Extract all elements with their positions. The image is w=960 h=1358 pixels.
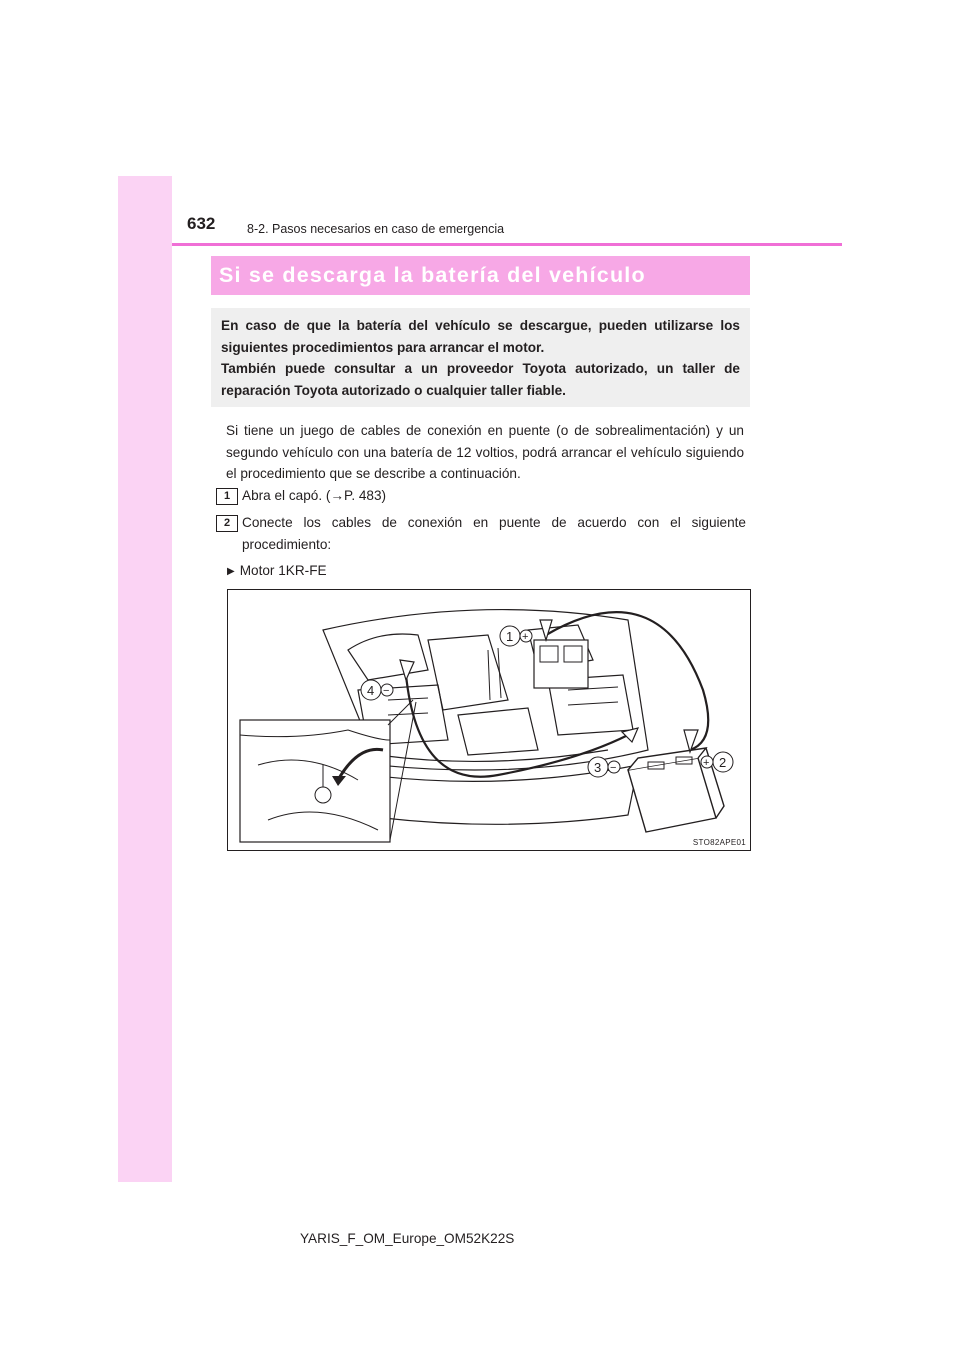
intro-paragraph: En caso de que la batería del vehículo se descargue, pueden utilizarse los siguientes procedimientos para arrancar el motor. [221, 318, 740, 355]
plus-sign: + [522, 631, 529, 643]
minus-sign: − [383, 685, 390, 697]
jump-start-illustration [227, 589, 751, 851]
callout-4: 4 [367, 683, 375, 698]
callout-3: 3 [594, 760, 602, 775]
step-text: Conecte los cables de conexión en puente de acuerdo con el siguiente procedimiento: [242, 515, 746, 552]
step-text: Abra el capó. (→P. 483) [242, 488, 387, 503]
footer-doc-id: YARIS_F_OM_Europe_OM52K22S [300, 1231, 515, 1246]
step-number-badge: 1 [216, 488, 238, 505]
bullet-text: Motor 1KR-FE [239, 563, 327, 578]
triangle-bullet-icon: ▶ [227, 566, 235, 577]
intro-paragraph: También puede consultar a un proveedor Toyota autorizado, un taller de reparación Toyota autorizado o cualquier taller fiable. [221, 361, 740, 398]
step-number-badge: 2 [216, 515, 238, 532]
figure-code: STO82APE01 [692, 838, 746, 847]
header-rule [172, 243, 842, 246]
side-tab-strip [118, 176, 172, 1182]
page-number: 632 [187, 214, 216, 233]
callout-2: 2 [719, 755, 727, 770]
step-1 [216, 485, 746, 507]
intro-box [211, 308, 750, 407]
engine-bay-drawing [228, 590, 750, 850]
running-header: 8-2. Pasos necesarios en caso de emergencia [247, 222, 505, 236]
minus-sign: − [610, 762, 617, 774]
body-paragraph: Si tiene un juego de cables de conexión en puente (o de sobrealimentación) y un segundo vehículo con una batería de 12 voltios, podrá arrancar el vehículo siguiendo el procedimiento que se describe a continuación. [226, 423, 744, 481]
detail-inset [240, 720, 390, 842]
plus-sign: + [703, 757, 710, 769]
engine-bullet [227, 560, 327, 583]
section-title: Si se descarga la batería del vehículo [211, 256, 750, 295]
step-2 [216, 512, 746, 555]
callout-1: 1 [506, 629, 514, 644]
booster-battery-top-icon [534, 640, 588, 688]
